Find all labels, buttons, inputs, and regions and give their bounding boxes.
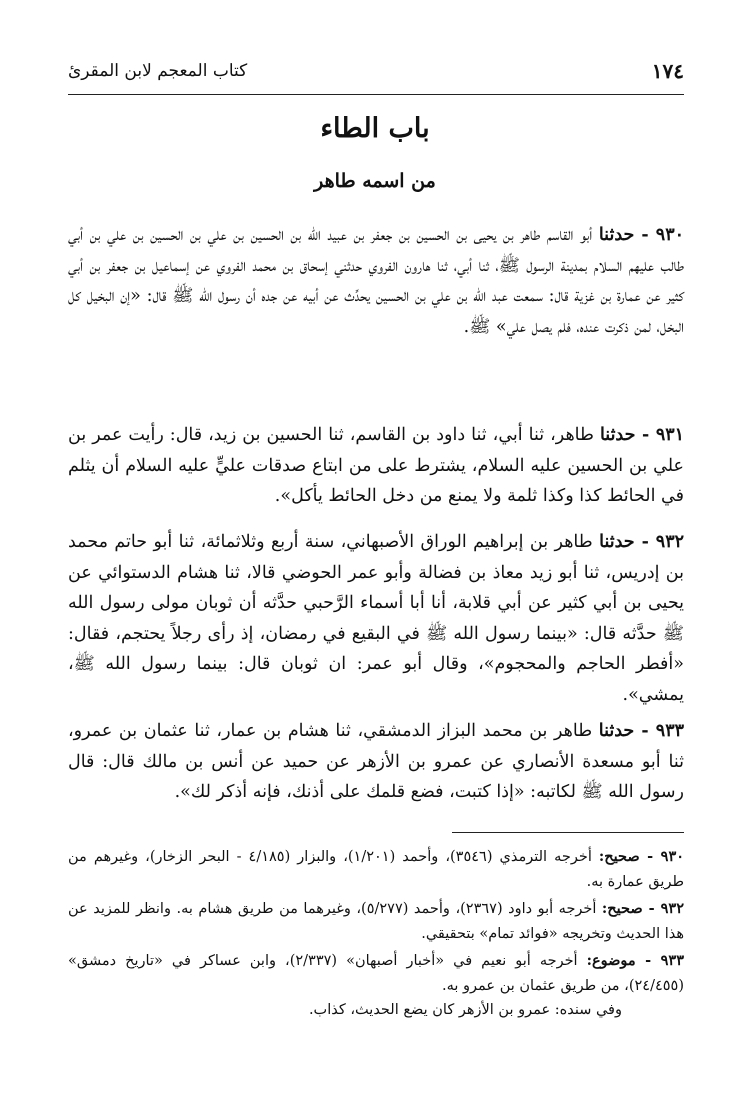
footnote-label: ٩٣٠ - صحيح: bbox=[598, 848, 685, 865]
footnote-930 bbox=[68, 845, 684, 894]
entry-lead-word: حدثنا bbox=[599, 425, 636, 445]
entry-text: طاهر بن إبراهيم الوراق الأصبهاني، سنة أربع وثلاثمائة، ثنا أبو حاتم محمد بن إدريس، ثنا أبو زيد معاذ بن فضالة وأبو عمر الحوضي قالا، ثنا هشام الدستوائي عن يحيى بن أبي كثير عن أبي قلابة، أنا أبا أسماء الرَّحبي حدَّثه أن ثوبان مولى رسول الله ﷺ حدَّثه قال: «بينما رسول الله ﷺ في البقيع في رمضان، إذ رأى رجلاً يحتجم، فقال: «أفطر الحاجم والمحجوم»، وقال أبو عمر: ان ثوبان قال: بينما رسول الله ﷺ، يمشي». bbox=[68, 532, 684, 705]
footnote-933-continuation bbox=[68, 998, 684, 1023]
footnote-text: أخرجه الترمذي (٣٥٤٦)، وأحمد (١/٢٠١)، والبزار (٤/١٨٥ - البحر الزخار)، وغيرهم من طريق عمارة به. bbox=[68, 849, 684, 890]
entry-lead-word: حدثنا bbox=[599, 532, 635, 552]
entry-lead-word: حدثنا bbox=[598, 225, 635, 245]
footnote-label: ٩٣٣ - موضوع: bbox=[586, 952, 684, 969]
footnote-text: أخرجه أبو داود (٢٣٦٧)، وأحمد (٥/٢٧٧)، وغيرهما من طريق هشام به. وانظر للمزيد عن هذا الحديث وتخريجه «فوائد تمام» بتحقيقي. bbox=[68, 901, 684, 942]
footnote-932 bbox=[68, 897, 684, 946]
entry-text: طاهر بن محمد البزاز الدمشقي، ثنا هشام بن عمار، ثنا عثمان بن عمرو، ثنا أبو مسعدة الأنصاري عن عمرو بن الأزهر عن حميد عن أنس بن مالك قال: قال رسول الله ﷺ لكاتبه: «إذا كتبت، فضع قلمك على أذنك، فإنه أذكر لك». bbox=[68, 721, 684, 802]
entry-dash: - bbox=[635, 425, 656, 445]
chapter-title: باب الطاء bbox=[320, 113, 430, 144]
page-header bbox=[68, 48, 684, 95]
footnote-divider bbox=[452, 832, 684, 833]
footnote-label: ٩٣٢ - صحيح: bbox=[601, 900, 684, 917]
entry-lead-word: حدثنا bbox=[598, 721, 635, 741]
entry-dash: - bbox=[634, 721, 656, 741]
hadith-entry-933 bbox=[68, 716, 684, 808]
hadith-entry-932 bbox=[68, 527, 684, 710]
hadith-entry-930 bbox=[68, 220, 684, 342]
running-book-title: كتاب المعجم لابن المقرئ bbox=[68, 61, 248, 81]
hadith-entry-931 bbox=[68, 420, 684, 512]
entry-number: ٩٣٣ bbox=[655, 721, 684, 741]
footnote-text: وفي سنده: عمرو بن الأزهر كان يضع الحديث، كذاب. bbox=[308, 1002, 622, 1018]
entry-number: ٩٣٢ bbox=[655, 532, 684, 552]
entry-dash: - bbox=[634, 532, 656, 552]
section-title: من اسمه طاهر bbox=[314, 170, 436, 192]
entry-number: ٩٣٠ bbox=[655, 225, 684, 245]
page-number: ١٧٤ bbox=[651, 59, 684, 83]
footnote-text: أخرجه أبو نعيم في «أخبار أصبهان» (٢/٣٣٧)، وابن عساكر في «تاريخ دمشق» (٢٤/٤٥٥)، من طريق عثمان بن عمرو به. bbox=[68, 953, 684, 994]
entry-dash: - bbox=[634, 225, 656, 245]
footnote-933 bbox=[68, 949, 684, 998]
entry-number: ٩٣١ bbox=[655, 425, 685, 445]
entry-text: طاهر، ثنا أبي، ثنا داود بن القاسم، ثنا الحسين بن زيد، قال: رأيت عمر بن علي بن الحسين عليه السلام، يشترط على من ابتاع صدقات عليٍّ عليه السلام أن يثلم في الحائط كذا وكذا ثلمة ولا يمنع من دخل الحائط يأكل». bbox=[68, 425, 684, 506]
entry-text: أبو القاسم طاهر بن يحيى بن الحسين بن جعفر بن عبيد الله بن الحسين بن علي بن الحسين بن علي بن أبي طالب عليهم السلام بمدينة الرسول ﷺ، ثنا أبي، ثنا هارون الفروي حدثني إسحاق بن محمد الفروي عن إسماعيل بن جعفر بن أبي كثير عن عمارة بن غزية قال: سمعت عبد الله بن علي بن الحسين يحدِّث عن أبيه عن جده أن رسول الله ﷺ قال: «إن البخيل كل البخل، لمن ذكرت عنده، فلم يصل علي» ﷺ. bbox=[68, 225, 684, 337]
